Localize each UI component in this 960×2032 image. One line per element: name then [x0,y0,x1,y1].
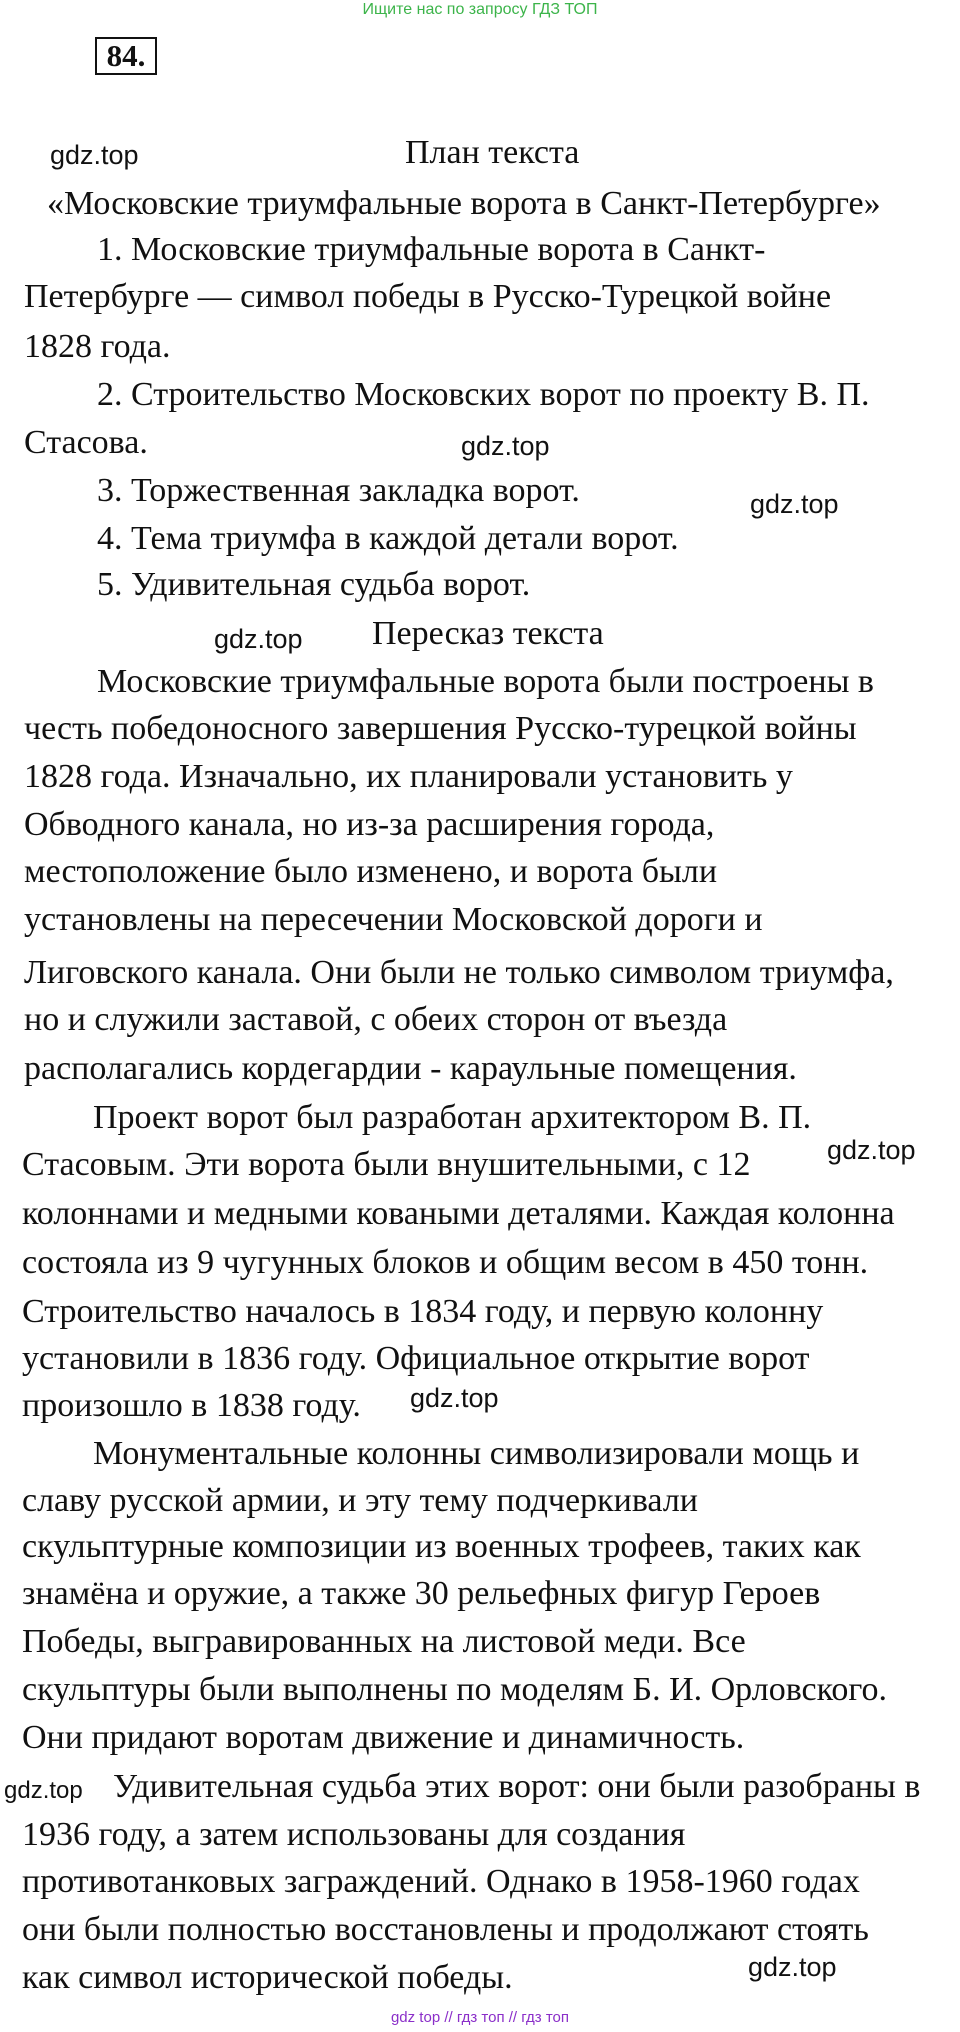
watermark-text: gdz.top [461,431,550,461]
plan-line: 3. Торжественная закладка ворот. [97,472,580,509]
plan-line: 1. Московские триумфальные ворота в Санкт- [97,231,766,268]
watermark-text: gdz.top [827,1135,916,1165]
retelling-line: как символ исторической победы. [22,1959,513,1996]
top-banner[interactable]: Ищите нас по запросу ГДЗ ТОП [362,1,598,18]
retelling-title: Пересказ текста [372,615,604,652]
watermark-text: gdz.top [214,624,303,654]
watermark-text: gdz.top [410,1383,499,1413]
plan-title: План текста [405,134,580,171]
plan-line: 5. Удивительная судьба ворот. [97,566,531,603]
retelling-line: скульптуры были выполнены по моделям Б. И. Орловского. [22,1671,888,1708]
retelling-line: Победы, выгравированных на листовой меди. Все [22,1623,746,1660]
plan-line: 2. Строительство Московских ворот по проекту В. П. [97,376,870,413]
retelling-line: Монументальные колонны символизировали мощь и [93,1435,860,1472]
retelling-line: но и служили заставой, с обеих сторон от въезда [24,1001,728,1038]
retelling-line: Проект ворот был разработан архитектором В. П. [93,1099,812,1136]
retelling-line: Строительство началось в 1834 году, и первую колонну [22,1293,824,1330]
retelling-line: Удивительная судьба этих ворот: они были разобраны в [113,1768,921,1805]
plan-line: 4. Тема триумфа в каждой детали ворот. [97,520,679,557]
retelling-line: знамёна и оружие, а также 30 рельефных фигур Героев [22,1575,821,1612]
retelling-line: местоположение было изменено, и ворота были [24,853,718,890]
retelling-line: Обводного канала, но из-за расширения города, [24,806,715,843]
retelling-line: располагались кордегардии - караульные помещения. [24,1050,797,1087]
retelling-line: Стасовым. Эти ворота были внушительными, с 12 [22,1146,751,1183]
watermark-text: gdz.top [4,1777,83,1804]
retelling-line: установлены на пересечении Московской дороги и [24,901,763,938]
retelling-line: они были полностью восстановлены и продолжают стоять [22,1911,869,1948]
retelling-line: скульптурные композиции из военных трофеев, таких как [22,1528,861,1565]
retelling-line: произошло в 1838 году. [22,1387,361,1424]
plan-line: Стасова. [24,424,148,461]
plan-subtitle: «Московские триумфальные ворота в Санкт-Петербурге» [47,185,881,222]
watermark-text: gdz.top [750,489,839,519]
retelling-line: честь победоносного завершения Русско-турецкой войны [24,710,857,747]
retelling-line: установили в 1836 году. Официальное открытие ворот [22,1340,810,1377]
plan-line: 1828 года. [24,328,171,365]
retelling-line: 1828 года. Изначально, их планировали установить у [24,758,793,795]
retelling-line: Лиговского канала. Они были не только символом триумфа, [24,954,894,991]
retelling-line: состояла из 9 чугунных блоков и общим весом в 450 тонн. [22,1244,869,1281]
task-number-box: 84. [95,37,157,75]
watermark-text: gdz.top [748,1952,837,1982]
watermark-text: gdz.top [50,140,139,170]
retelling-line: 1936 году, а затем использованы для создания [22,1816,686,1853]
retelling-line: противотанковых заграждений. Однако в 1958-1960 годах [22,1863,860,1900]
bottom-banner[interactable]: gdz top // гдз топ // гдз топ [390,2009,570,2026]
retelling-line: Московские триумфальные ворота были построены в [97,663,874,700]
retelling-line: славу русской армии, и эту тему подчеркивали [22,1482,698,1519]
retelling-line: Они придают воротам движение и динамичность. [22,1719,745,1756]
plan-line: Петербурге — символ победы в Русско-Турецкой войне [24,278,832,315]
retelling-line: колоннами и медными коваными деталями. Каждая колонна [22,1195,895,1232]
